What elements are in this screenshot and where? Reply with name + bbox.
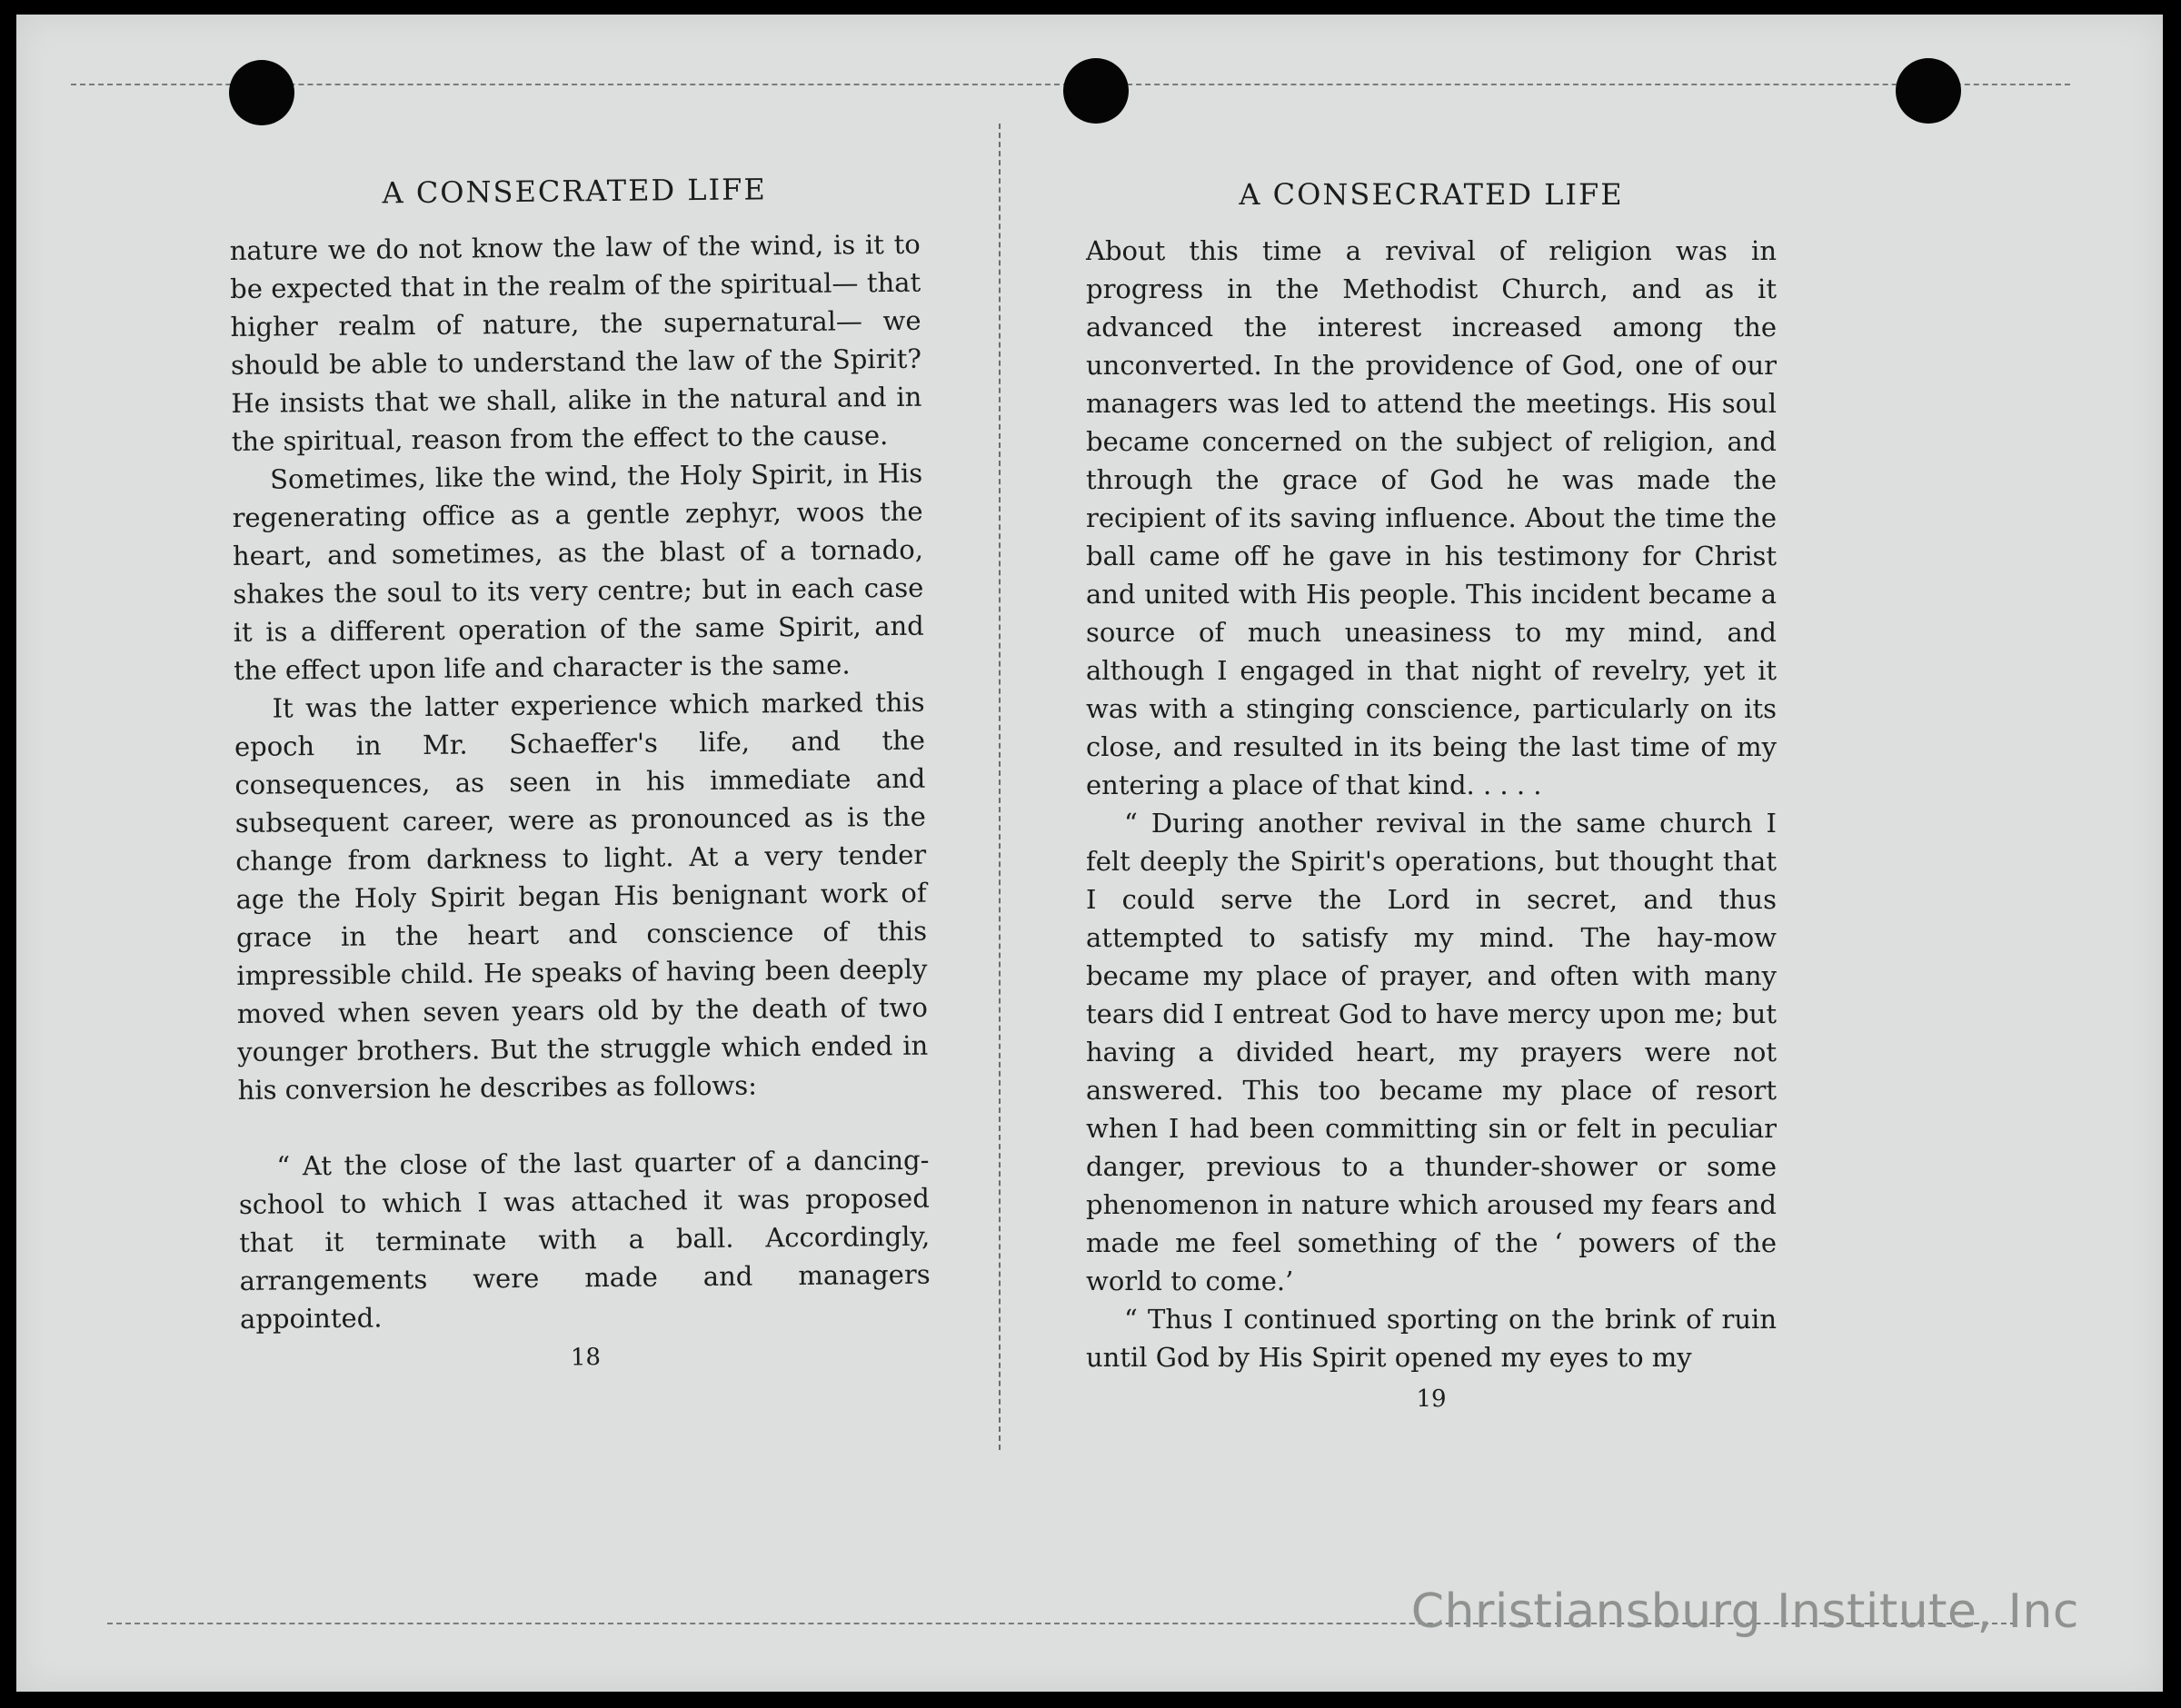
page-body (1086, 232, 1777, 1376)
punch-hole-center (1063, 58, 1129, 124)
left-page (229, 171, 931, 1375)
paragraph: “ Thus I continued sporting on the brink of ruin until God by His Spirit opened my eyes to my (1086, 1304, 1777, 1373)
running-head: A CONSECRATED LIFE (382, 172, 767, 211)
paragraph: “ At the close of the last quarter of a dancing-school to which I was attached it was proposed that it terminate with a ball. Accordingly, arrangements were made and managers appointed. (238, 1144, 931, 1335)
right-page (1086, 177, 1777, 1413)
paragraph: Sometimes, like the wind, the Holy Spirit, in His regenerating office as a gentle zephyr, woos the heart, and sometimes, as the blast of a tornado, shakes the soul to its very centre; but in each case it is a different operation of the same Spirit, and the effect upon life and character is the same. (232, 457, 924, 686)
punch-hole-right (1896, 58, 1961, 124)
running-head: A CONSECRATED LIFE (1239, 177, 1624, 212)
paragraph: About this time a revival of religion was in progress in the Methodist Church, and as it advanced the interest increased among the unconverted. In the providence of God, one of our managers was led to attend the meetings. His soul became concerned on the subject of religion, and through the grace of God he was made the recipient of its saving influence. About the time the ball came off he gave in his testimony for Christ and united with His people. This incident became a source of much uneasiness to my mind, and although I engaged in that night of revelry, yet it was with a stinging conscience, particularly on its close, and resulted in its being the last time of my entering a place of that kind. . . . . (1086, 235, 1777, 800)
page-number: 19 (1416, 1385, 1447, 1413)
punch-hole-left (229, 60, 294, 125)
paragraph: It was the latter experience which marked this epoch in Mr. Schaeffer's life, and the consequences, as seen in his immediate and subsequent career, were as pronounced as is the change from darkness to light. At a very tender age the Holy Spirit began His benignant work of grace in the heart and conscience of this impressible child. He speaks of having been deeply moved when seven years old by the death of two younger brothers. But the struggle which ended in his conversion he describes as follows: (234, 686, 929, 1106)
watermark: Christiansburg Institute, Inc (1410, 1584, 2079, 1639)
page-body (230, 225, 931, 1338)
page-number: 18 (570, 1344, 602, 1372)
paragraph: nature we do not know the law of the wind, is it to be expected that in the realm of the spiritual— that higher realm of nature, the supernatural— we should be able to understand the law of the Spirit? He insists that we shall, alike in the natural and in the spiritual, reason from the effect to the cause. (229, 228, 922, 457)
paragraph: “ During another revival in the same church I felt deeply the Spirit's operations, but thought that I could serve the Lord in secret, and thus attempted to satisfy my mind. The hay-mow became my place of prayer, and often with many tears did I entreat God to have mercy upon me; but having a divided heart, my prayers were not answered. This too became my place of resort when I had been committing sin or felt in peculiar danger, previous to a thunder-shower or some phenomenon in nature which aroused my fears and made me feel something of the ‘ powers of the world to come.’ (1086, 808, 1777, 1296)
center-fold (999, 124, 1001, 1450)
